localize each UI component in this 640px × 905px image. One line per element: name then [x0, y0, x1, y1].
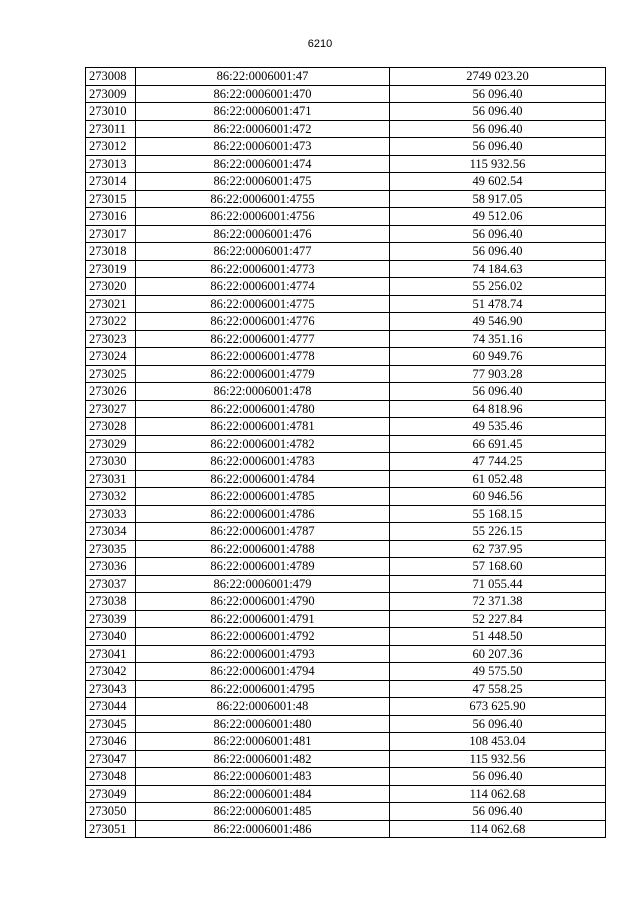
cadastral-value-cell: 56 096.40: [390, 715, 606, 733]
table-row: [86, 120, 606, 138]
cadastral-number-cell: 86:22:0006001:4781: [136, 418, 390, 436]
row-number-cell: 273008: [86, 68, 136, 86]
table-row: [86, 610, 606, 628]
table-row: [86, 400, 606, 418]
cadastral-number-cell: 86:22:0006001:4779: [136, 365, 390, 383]
table-row: [86, 85, 606, 103]
table-row: [86, 138, 606, 156]
table-row: [86, 558, 606, 576]
row-number-cell: 273010: [86, 103, 136, 121]
cadastral-value-cell: 47 744.25: [390, 453, 606, 471]
cadastral-value-cell: 49 546.90: [390, 313, 606, 331]
cadastral-value-cell: 47 558.25: [390, 680, 606, 698]
row-number-cell: 273038: [86, 593, 136, 611]
table-row: [86, 785, 606, 803]
page-number: 6210: [307, 38, 333, 50]
table-row: [86, 418, 606, 436]
row-number-cell: 273030: [86, 453, 136, 471]
row-number-cell: 273023: [86, 330, 136, 348]
table-row: [86, 715, 606, 733]
table-row: [86, 628, 606, 646]
row-number-cell: 273026: [86, 383, 136, 401]
cadastral-number-cell: 86:22:0006001:4782: [136, 435, 390, 453]
cadastral-value-cell: 71 055.44: [390, 575, 606, 593]
row-number-cell: 273011: [86, 120, 136, 138]
cadastral-number-cell: 86:22:0006001:4777: [136, 330, 390, 348]
cadastral-number-cell: 86:22:0006001:470: [136, 85, 390, 103]
row-number-cell: 273024: [86, 348, 136, 366]
row-number-cell: 273025: [86, 365, 136, 383]
row-number-cell: 273040: [86, 628, 136, 646]
cadastral-value-cell: 56 096.40: [390, 243, 606, 261]
cadastral-value-cell: 115 932.56: [390, 155, 606, 173]
table-row: [86, 698, 606, 716]
row-number-cell: 273032: [86, 488, 136, 506]
table-row: [86, 540, 606, 558]
cadastral-value-cell: 64 818.96: [390, 400, 606, 418]
row-number-cell: 273037: [86, 575, 136, 593]
cadastral-value-cell: 114 062.68: [390, 820, 606, 838]
cadastral-number-cell: 86:22:0006001:475: [136, 173, 390, 191]
cadastral-value-cell: 60 207.36: [390, 645, 606, 663]
cadastral-number-cell: 86:22:0006001:476: [136, 225, 390, 243]
cadastral-value-cell: 51 478.74: [390, 295, 606, 313]
table-row: [86, 295, 606, 313]
row-number-cell: 273048: [86, 768, 136, 786]
table-row: [86, 68, 606, 86]
cadastral-number-cell: 86:22:0006001:4793: [136, 645, 390, 663]
cadastral-value-cell: 55 226.15: [390, 523, 606, 541]
cadastral-number-cell: 86:22:0006001:4755: [136, 190, 390, 208]
cadastral-number-cell: 86:22:0006001:4789: [136, 558, 390, 576]
cadastral-value-cell: 2749 023.20: [390, 68, 606, 86]
row-number-cell: 273012: [86, 138, 136, 156]
cadastral-value-cell: 77 903.28: [390, 365, 606, 383]
cadastral-number-cell: 86:22:0006001:4791: [136, 610, 390, 628]
table-row: [86, 330, 606, 348]
row-number-cell: 273041: [86, 645, 136, 663]
row-number-cell: 273051: [86, 820, 136, 838]
row-number-cell: 273017: [86, 225, 136, 243]
cadastral-value-cell: 62 737.95: [390, 540, 606, 558]
cadastral-value-cell: 673 625.90: [390, 698, 606, 716]
table-row: [86, 488, 606, 506]
table-row: [86, 593, 606, 611]
table-row: [86, 190, 606, 208]
cadastral-value-table: [85, 67, 606, 838]
cadastral-number-cell: 86:22:0006001:471: [136, 103, 390, 121]
row-number-cell: 273047: [86, 750, 136, 768]
cadastral-number-cell: 86:22:0006001:4794: [136, 663, 390, 681]
row-number-cell: 273044: [86, 698, 136, 716]
cadastral-value-cell: 108 453.04: [390, 733, 606, 751]
cadastral-value-cell: 56 096.40: [390, 383, 606, 401]
row-number-cell: 273036: [86, 558, 136, 576]
cadastral-number-cell: 86:22:0006001:4786: [136, 505, 390, 523]
table-row: [86, 155, 606, 173]
cadastral-value-cell: 56 096.40: [390, 103, 606, 121]
table-row: [86, 225, 606, 243]
table-row: [86, 768, 606, 786]
row-number-cell: 273042: [86, 663, 136, 681]
cadastral-value-cell: 56 096.40: [390, 138, 606, 156]
row-number-cell: 273015: [86, 190, 136, 208]
cadastral-number-cell: 86:22:0006001:4790: [136, 593, 390, 611]
cadastral-number-cell: 86:22:0006001:4773: [136, 260, 390, 278]
cadastral-value-cell: 72 371.38: [390, 593, 606, 611]
cadastral-number-cell: 86:22:0006001:485: [136, 803, 390, 821]
cadastral-value-cell: 56 096.40: [390, 803, 606, 821]
row-number-cell: 273033: [86, 505, 136, 523]
row-number-cell: 273016: [86, 208, 136, 226]
cadastral-number-cell: 86:22:0006001:47: [136, 68, 390, 86]
cadastral-value-cell: 115 932.56: [390, 750, 606, 768]
row-number-cell: 273043: [86, 680, 136, 698]
cadastral-number-cell: 86:22:0006001:4784: [136, 470, 390, 488]
table-row: [86, 680, 606, 698]
row-number-cell: 273019: [86, 260, 136, 278]
row-number-cell: 273046: [86, 733, 136, 751]
row-number-cell: 273034: [86, 523, 136, 541]
cadastral-number-cell: 86:22:0006001:486: [136, 820, 390, 838]
cadastral-number-cell: 86:22:0006001:483: [136, 768, 390, 786]
row-number-cell: 273035: [86, 540, 136, 558]
cadastral-number-cell: 86:22:0006001:4792: [136, 628, 390, 646]
cadastral-value-cell: 114 062.68: [390, 785, 606, 803]
table-row: [86, 278, 606, 296]
cadastral-number-cell: 86:22:0006001:4756: [136, 208, 390, 226]
table-row: [86, 348, 606, 366]
row-number-cell: 273020: [86, 278, 136, 296]
cadastral-number-cell: 86:22:0006001:473: [136, 138, 390, 156]
cadastral-value-cell: 61 052.48: [390, 470, 606, 488]
row-number-cell: 273018: [86, 243, 136, 261]
cadastral-value-cell: 56 096.40: [390, 85, 606, 103]
row-number-cell: 273027: [86, 400, 136, 418]
cadastral-number-cell: 86:22:0006001:4795: [136, 680, 390, 698]
row-number-cell: 273009: [86, 85, 136, 103]
table-row: [86, 803, 606, 821]
cadastral-value-cell: 56 096.40: [390, 120, 606, 138]
cadastral-value-cell: 49 602.54: [390, 173, 606, 191]
cadastral-number-cell: 86:22:0006001:4775: [136, 295, 390, 313]
cadastral-number-cell: 86:22:0006001:480: [136, 715, 390, 733]
row-number-cell: 273021: [86, 295, 136, 313]
cadastral-value-cell: 74 351.16: [390, 330, 606, 348]
cadastral-number-cell: 86:22:0006001:4783: [136, 453, 390, 471]
cadastral-number-cell: 86:22:0006001:4776: [136, 313, 390, 331]
cadastral-value-cell: 60 946.56: [390, 488, 606, 506]
cadastral-number-cell: 86:22:0006001:4785: [136, 488, 390, 506]
table-row: [86, 750, 606, 768]
cadastral-number-cell: 86:22:0006001:479: [136, 575, 390, 593]
row-number-cell: 273014: [86, 173, 136, 191]
table-row: [86, 173, 606, 191]
table-row: [86, 470, 606, 488]
cadastral-number-cell: 86:22:0006001:4774: [136, 278, 390, 296]
table-body: [86, 68, 606, 838]
table-row: [86, 260, 606, 278]
cadastral-number-cell: 86:22:0006001:472: [136, 120, 390, 138]
row-number-cell: 273045: [86, 715, 136, 733]
cadastral-value-cell: 74 184.63: [390, 260, 606, 278]
table-row: [86, 103, 606, 121]
cadastral-value-cell: 56 096.40: [390, 225, 606, 243]
row-number-cell: 273013: [86, 155, 136, 173]
table-row: [86, 208, 606, 226]
table-row: [86, 313, 606, 331]
cadastral-number-cell: 86:22:0006001:4780: [136, 400, 390, 418]
cadastral-value-cell: 49 535.46: [390, 418, 606, 436]
cadastral-value-cell: 49 512.06: [390, 208, 606, 226]
table-row: [86, 505, 606, 523]
cadastral-value-cell: 66 691.45: [390, 435, 606, 453]
cadastral-number-cell: 86:22:0006001:482: [136, 750, 390, 768]
cadastral-value-cell: 55 168.15: [390, 505, 606, 523]
cadastral-number-cell: 86:22:0006001:4788: [136, 540, 390, 558]
cadastral-number-cell: 86:22:0006001:4787: [136, 523, 390, 541]
table-row: [86, 365, 606, 383]
row-number-cell: 273022: [86, 313, 136, 331]
table-row: [86, 243, 606, 261]
row-number-cell: 273049: [86, 785, 136, 803]
cadastral-number-cell: 86:22:0006001:484: [136, 785, 390, 803]
cadastral-number-cell: 86:22:0006001:48: [136, 698, 390, 716]
cadastral-value-cell: 49 575.50: [390, 663, 606, 681]
table-row: [86, 645, 606, 663]
cadastral-value-cell: 58 917.05: [390, 190, 606, 208]
table-row: [86, 663, 606, 681]
table-row: [86, 453, 606, 471]
row-number-cell: 273031: [86, 470, 136, 488]
cadastral-value-cell: 60 949.76: [390, 348, 606, 366]
cadastral-number-cell: 86:22:0006001:477: [136, 243, 390, 261]
cadastral-number-cell: 86:22:0006001:481: [136, 733, 390, 751]
row-number-cell: 273029: [86, 435, 136, 453]
table-row: [86, 435, 606, 453]
cadastral-value-cell: 57 168.60: [390, 558, 606, 576]
row-number-cell: 273028: [86, 418, 136, 436]
cadastral-value-cell: 56 096.40: [390, 768, 606, 786]
table-row: [86, 575, 606, 593]
table-row: [86, 383, 606, 401]
cadastral-value-cell: 52 227.84: [390, 610, 606, 628]
table-row: [86, 820, 606, 838]
row-number-cell: 273039: [86, 610, 136, 628]
cadastral-number-cell: 86:22:0006001:474: [136, 155, 390, 173]
cadastral-number-cell: 86:22:0006001:4778: [136, 348, 390, 366]
table-row: [86, 733, 606, 751]
row-number-cell: 273050: [86, 803, 136, 821]
cadastral-value-cell: 55 256.02: [390, 278, 606, 296]
table-row: [86, 523, 606, 541]
cadastral-value-cell: 51 448.50: [390, 628, 606, 646]
cadastral-number-cell: 86:22:0006001:478: [136, 383, 390, 401]
